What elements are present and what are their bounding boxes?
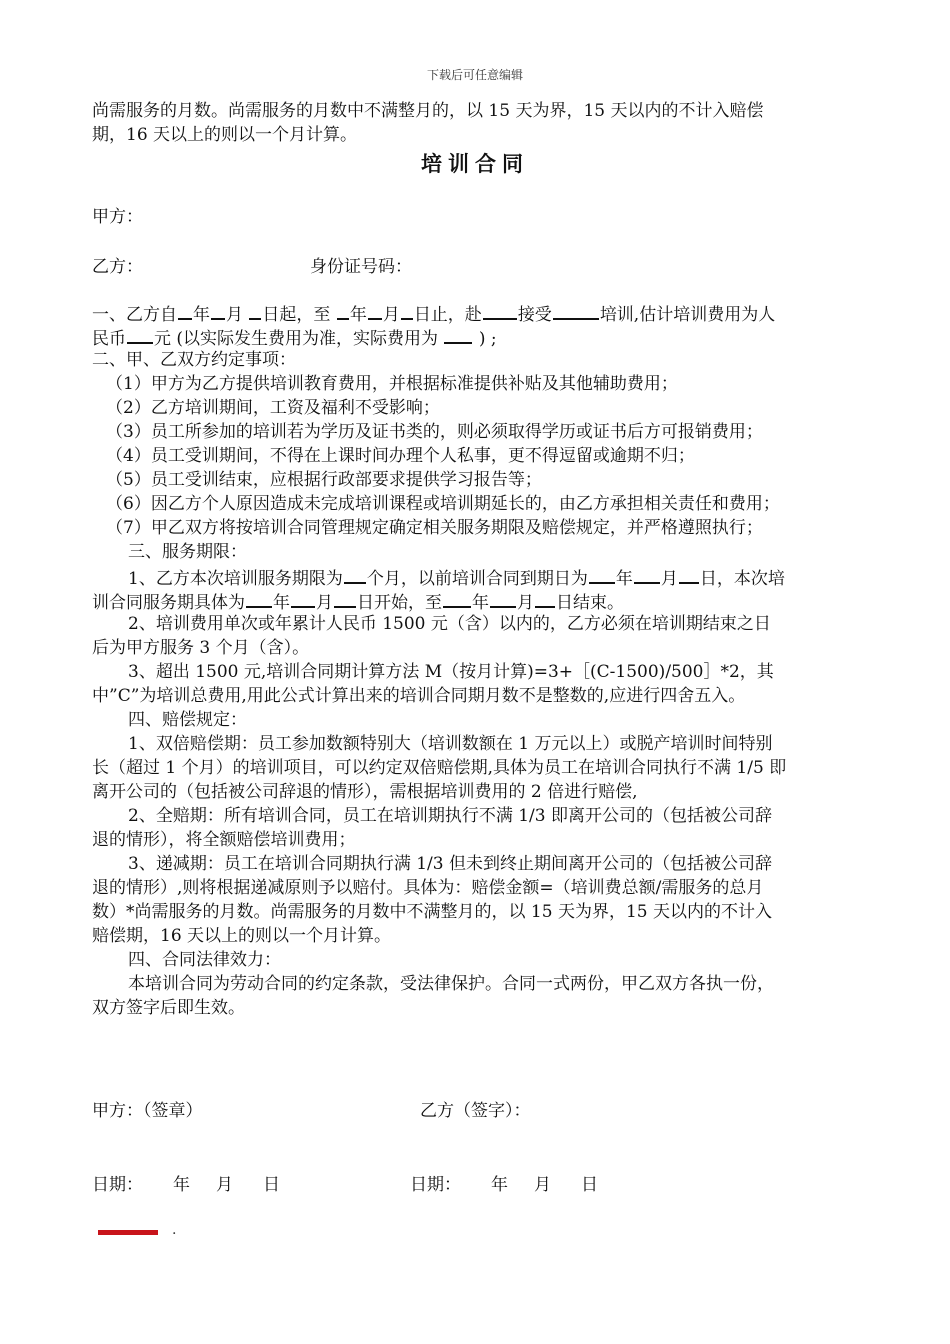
paragraph-line: 期，16 天以上的则以一个月计算。 [92, 125, 358, 145]
clause-4-p2-line: 2、全赔期：所有培训合同，员工在培训期执行不满 1/3 即离开公司的（包括被公司辞 [128, 806, 772, 826]
clause-4-p3-line: 退的情形）,则将根据递减原则予以赔付。具体为：赔偿金额=（培训费总额/需服务的总月 [92, 878, 764, 898]
date-year: 年 [491, 1175, 508, 1195]
clause-5-line: 双方签字后即生效。 [92, 998, 245, 1018]
clause-3-p3-line: 3、超出 1500 元,培训合同期计算方法 M（按月计算)=3+［(C-1500)/500］*2，其 [128, 662, 774, 682]
clause-text: 日开始，至 [357, 593, 442, 613]
clause-2-item: （7）甲乙双方将按培训合同管理规定确定相关服务期限及赔偿规定，并严格遵照执行； [106, 518, 763, 538]
paragraph-line: 尚需服务的月数。尚需服务的月数中不满整月的，以 15 天为界，15 天以内的不计入赔偿 [92, 101, 764, 121]
clause-text: 月 [226, 305, 249, 325]
clause-text: 元 (以实际发生费用为准，实际费用为 [154, 329, 444, 349]
clause-2-item: （1）甲方为乙方提供培训教育费用，并根据标准提供补贴及其他辅助费用； [106, 374, 678, 394]
blank-field [368, 300, 382, 320]
clause-4-p1-line: 1、双倍赔偿期：员工参加数额特别大（培训数额在 1 万元以上）或脱产培训时间特别 [128, 734, 773, 754]
blank-field [634, 564, 660, 584]
clause-text: 年 [615, 569, 633, 589]
clause-3-title: 三、服务期限： [128, 542, 247, 562]
clause-3-p1-line-2 [92, 588, 862, 612]
date-label: 日期： [92, 1175, 143, 1195]
id-number-label: 身份证号码： [310, 257, 412, 277]
clause-4-p1-line: 离开公司的（包括被公司辞退的情形），需根据培训费用的 2 倍进行赔偿, [92, 782, 638, 802]
blank-field [443, 588, 471, 608]
date-year: 年 [173, 1175, 190, 1195]
clause-2-item: （3）员工所参加的培训若为学历及证书类的，则必须取得学历或证书后方可报销费用； [106, 422, 763, 442]
date-day: 日 [263, 1175, 280, 1195]
clause-text: 年 [193, 305, 210, 325]
clause-5-line: 本培训合同为劳动合同的约定条款，受法律保护。合同一式两份，甲乙双方各执一份， [128, 974, 774, 994]
party-b-date [410, 1170, 598, 1195]
clause-text: 接受 [517, 305, 552, 325]
footer-dot: . [172, 1222, 177, 1238]
clause-text: 1、乙方本次培训服务期限为 [128, 569, 343, 589]
clause-text: 月 [382, 305, 400, 325]
clause-2-item: （4）员工受训期间，不得在上课时间办理个人私事，更不得逗留或逾期不归； [106, 446, 695, 466]
clause-3-p2-line: 2、培训费用单次或年累计人民币 1500 元（含）以内的，乙方必须在培训期结束之日 [128, 614, 771, 634]
blank-field [127, 324, 153, 344]
blank-field [291, 588, 315, 608]
blank-field [246, 588, 272, 608]
party-b-signature-label: 乙方（签字）： [420, 1101, 531, 1121]
clause-1 [92, 300, 862, 1020]
clause-2-item: （5）员工受训结束，应根据行政部要求提供学习报告等； [106, 470, 542, 490]
blank-field [344, 564, 366, 584]
clause-3-p2-line: 后为甲方服务 3 个月（含）。 [92, 638, 310, 658]
clause-text: 训合同服务期具体为 [92, 593, 245, 613]
clause-4-p3-line: 3、递减期：员工在培训合同期执行满 1/3 但未到终止期间离开公司的（包括被公司辞 [128, 854, 772, 874]
clause-5-title: 四、合同法律效力： [128, 950, 281, 970]
clause-4-title: 四、赔偿规定： [128, 710, 247, 730]
clause-2-item: （2）乙方培训期间，工资及福利不受影响； [106, 398, 440, 418]
clause-2-title: 二、甲、乙双方约定事项： [92, 350, 296, 370]
party-b-label: 乙方： [92, 257, 143, 277]
blank-field [483, 300, 517, 320]
blank-field [249, 300, 261, 320]
blank-field [401, 300, 413, 320]
top-paragraph [92, 99, 862, 147]
page-header-note: 下载后可任意编辑 [426, 68, 523, 82]
clause-text: ) ; [473, 329, 497, 349]
blank-field [535, 588, 555, 608]
blank-field [337, 300, 349, 320]
clause-4-p3-line: 赔偿期，16 天以上的则以一个月计算。 [92, 926, 392, 946]
date-label: 日期： [410, 1175, 461, 1195]
clause-text: 日止，赴 [413, 305, 482, 325]
clause-text: 月 [660, 569, 678, 589]
blank-field [211, 300, 225, 320]
clause-text: 日，本次培 [699, 569, 785, 589]
clause-1-line-1 [92, 300, 862, 324]
party-a-signature-label: 甲方：（签章） [92, 1101, 203, 1121]
clause-text: 年 [472, 593, 489, 613]
clause-2-item: （6）因乙方个人原因造成未完成培训课程或培训期延长的，由乙方承担相关责任和费用； [106, 494, 780, 514]
party-a-label: 甲方： [92, 207, 143, 227]
clause-4-p1-line: 长（超过 1 个月）的培训项目，可以约定双倍赔偿期,具体为员工在培训合同执行不满 1/5 即 [92, 758, 787, 778]
clause-text: 年 [273, 593, 290, 613]
blank-field [334, 588, 356, 608]
blank-field [589, 564, 615, 584]
blank-field [553, 300, 599, 320]
clause-text: 日起，至 [262, 305, 336, 325]
contract-title: 培训合同 [421, 152, 529, 176]
blank-field [178, 300, 192, 320]
date-month: 月 [534, 1175, 551, 1195]
clause-text: 月 [517, 593, 534, 613]
clause-4-p3-line: 数）*尚需服务的月数。尚需服务的月数中不满整月的，以 15 天为界，15 天以内的不计入 [92, 902, 772, 922]
date-day: 日 [581, 1175, 598, 1195]
clause-text: 日结束。 [556, 593, 624, 613]
clause-text: 培训,估计培训费用为人 [599, 305, 776, 325]
blank-field [444, 324, 472, 344]
blank-field [490, 588, 516, 608]
clause-text: 民币 [92, 329, 126, 349]
clause-3-p1-line-1 [92, 564, 862, 588]
clause-4-p2-line: 退的情形），将全额赔偿培训费用； [92, 830, 356, 850]
clause-text: 一、乙方自 [92, 305, 177, 325]
clause-text: 个月，以前培训合同到期日为 [366, 569, 588, 589]
clause-1-line-2 [92, 324, 862, 348]
party-a-date [92, 1170, 280, 1195]
blank-field [679, 564, 699, 584]
decorative-red-bar [98, 1230, 158, 1235]
date-month: 月 [216, 1175, 233, 1195]
clause-text: 年 [349, 305, 367, 325]
clause-text: 月 [316, 593, 333, 613]
clause-3-p3-line: 中”C”为培训总费用,用此公式计算出来的培训合同期月数不是整数的,应进行四舍五入。 [92, 686, 746, 706]
